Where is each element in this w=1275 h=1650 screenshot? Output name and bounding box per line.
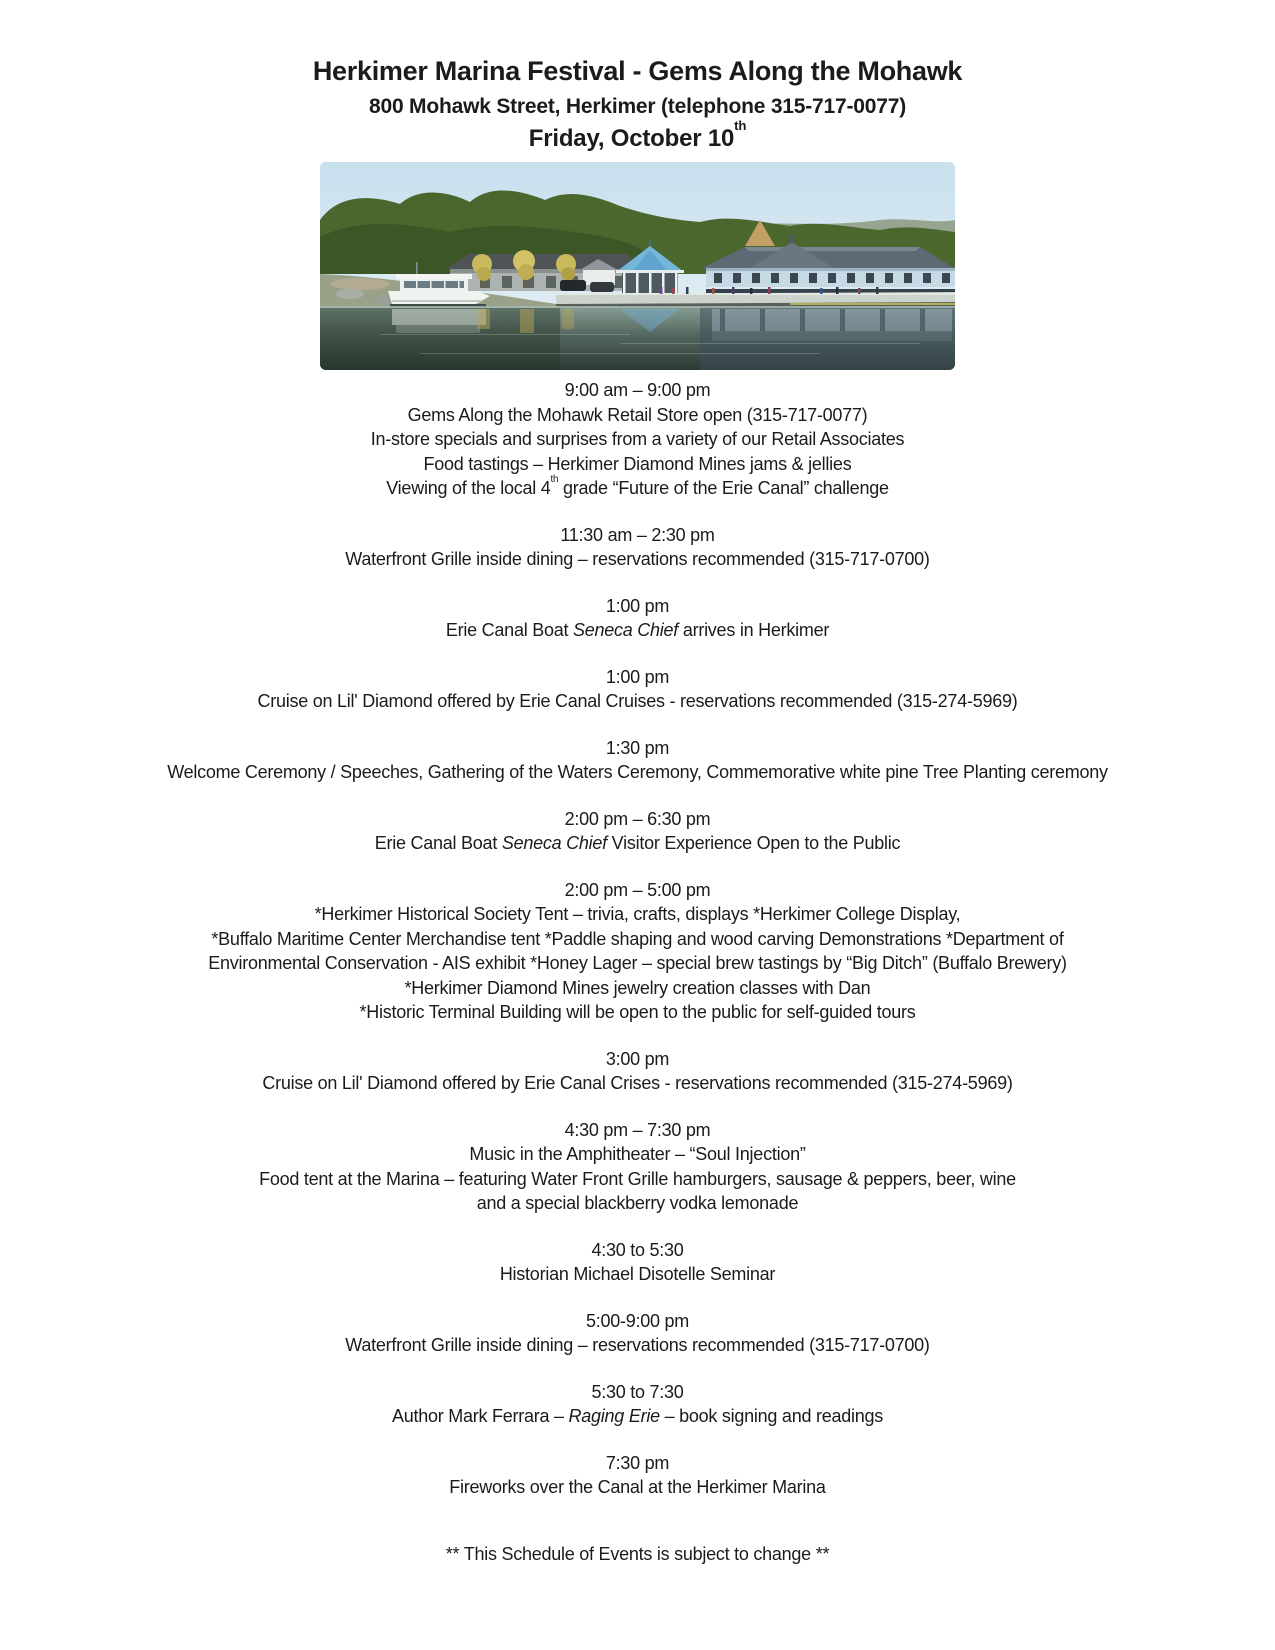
schedule-event	[0, 1047, 1275, 1096]
event-time: 4:30 to 5:30	[591, 1239, 684, 1260]
event-time: 9:00 am – 9:00 pm	[564, 380, 711, 400]
event-description-line: In-store specials and surprises from a variety of our Retail Associates	[370, 429, 905, 449]
schedule-event	[0, 1451, 1275, 1500]
event-description-line: Erie Canal Boat Seneca Chief Visitor Experience Open to the Public	[374, 833, 901, 853]
schedule-event	[0, 807, 1275, 856]
event-description-line: Gems Along the Mohawk Retail Store open (315-717-0077)	[407, 404, 868, 425]
event-time: 2:00 pm – 5:00 pm	[564, 879, 711, 900]
page-title: Herkimer Marina Festival - Gems Along the Mohawk	[312, 56, 963, 86]
event-description-line: Music in the Amphitheater – “Soul Injection”	[469, 1144, 806, 1164]
event-description-line: Author Mark Ferrara – Raging Erie – book signing and readings	[391, 1406, 884, 1426]
event-time: 4:30 pm – 7:30 pm	[564, 1119, 711, 1140]
event-time: 11:30 am – 2:30 pm	[560, 524, 715, 545]
event-description-line: *Buffalo Maritime Center Merchandise tent *Paddle shaping and wood carving Demonstrations *Department of	[211, 928, 1064, 949]
event-description-line: Erie Canal Boat Seneca Chief arrives in Herkimer	[445, 620, 830, 640]
schedule-event	[0, 523, 1275, 572]
event-description-line: Historian Michael Disotelle Seminar	[499, 1264, 776, 1284]
schedule-change-note: ** This Schedule of Events is subject to change **	[445, 1543, 830, 1564]
event-description-line: Waterfront Grille inside dining – reservations recommended (315-717-0700)	[345, 1335, 930, 1355]
schedule-event	[0, 1238, 1275, 1287]
event-description-line: Food tastings – Herkimer Diamond Mines jams & jellies	[423, 453, 852, 474]
schedule-event	[0, 1309, 1275, 1358]
schedule-event	[0, 1118, 1275, 1216]
marina-waterfront-photo	[320, 162, 955, 370]
event-description-line: Environmental Conservation - AIS exhibit *Honey Lager – special brew tastings by “Big Ditch” (Buffalo Brewery)	[208, 953, 1067, 973]
event-time: 5:30 to 7:30	[591, 1381, 684, 1402]
schedule-event	[0, 878, 1275, 1025]
schedule-event	[0, 594, 1275, 643]
event-time: 1:30 pm	[605, 737, 670, 758]
schedule-event	[0, 378, 1275, 501]
event-time: 1:00 pm	[605, 595, 670, 616]
schedule-event	[0, 665, 1275, 714]
schedule	[0, 378, 1275, 1500]
event-time: 7:30 pm	[605, 1452, 670, 1473]
event-description-line: Viewing of the local 4th grade “Future of the Erie Canal” challenge	[386, 473, 889, 498]
event-description-line: Cruise on Lil' Diamond offered by Erie Canal Crises - reservations recommended (315-274-5969)	[262, 1073, 1013, 1093]
event-description-line: Food tent at the Marina – featuring Water Front Grille hamburgers, sausage & peppers, beer, wine	[259, 1168, 1016, 1189]
event-description-line: Welcome Ceremony / Speeches, Gathering of the Waters Ceremony, Commemorative white pine Tree Planting ceremony	[167, 762, 1108, 782]
event-description-line: Waterfront Grille inside dining – reservations recommended (315-717-0700)	[345, 549, 930, 569]
event-description-line: Cruise on Lil' Diamond offered by Erie Canal Cruises - reservations recommended (315-274-5969)	[257, 691, 1018, 711]
event-description-line: *Herkimer Historical Society Tent – trivia, crafts, displays *Herkimer College Display,	[314, 904, 961, 924]
event-description-line: and a special blackberry vodka lemonade	[476, 1193, 799, 1213]
event-description-line: *Herkimer Diamond Mines jewelry creation classes with Dan	[404, 977, 871, 998]
event-date: Friday, October 10th	[528, 117, 747, 152]
event-description-line: *Historic Terminal Building will be open to the public for self-guided tours	[359, 1002, 916, 1022]
schedule-event	[0, 1380, 1275, 1429]
schedule-event	[0, 736, 1275, 785]
event-time: 3:00 pm	[605, 1048, 670, 1069]
event-description-line: Fireworks over the Canal at the Herkimer Marina	[449, 1477, 826, 1497]
event-time: 5:00-9:00 pm	[585, 1310, 690, 1331]
address-line: 800 Mohawk Street, Herkimer (telephone 315-717-0077)	[368, 95, 906, 118]
event-time: 1:00 pm	[605, 666, 670, 687]
event-time: 2:00 pm – 6:30 pm	[564, 808, 711, 829]
